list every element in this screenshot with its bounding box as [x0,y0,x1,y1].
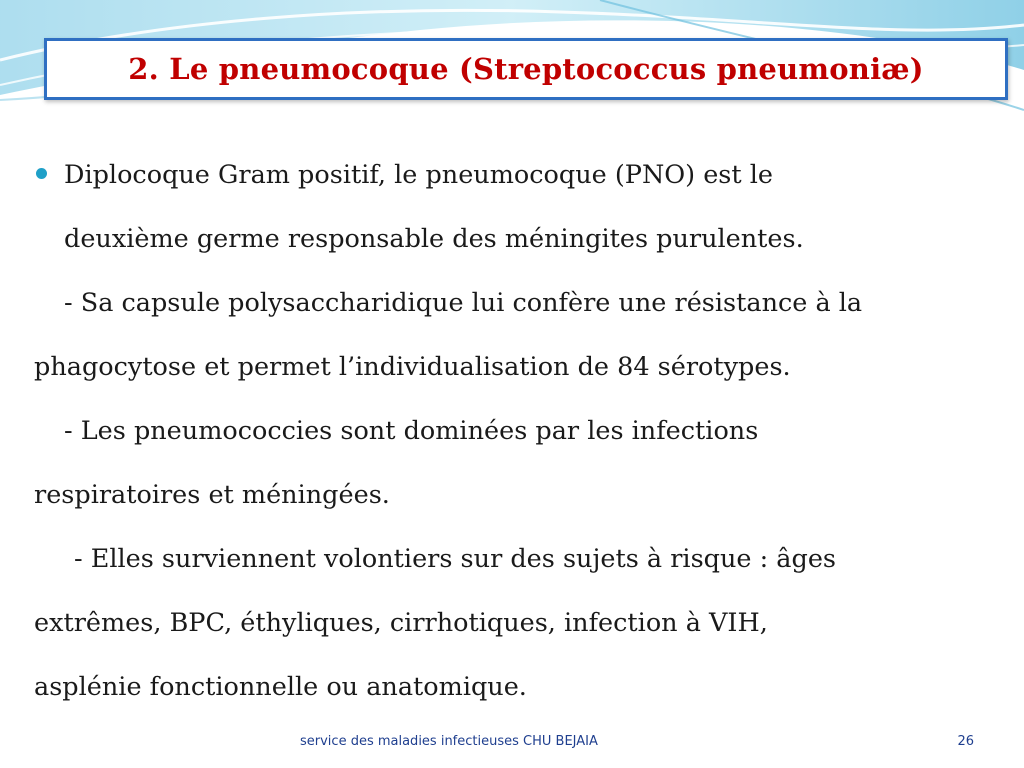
paragraph-line: asplénie fonctionnelle ou anatomique. [34,672,527,702]
paragraph-risk-factors [34,534,984,726]
slide-body [34,150,984,726]
bullet-line-1: Diplocoque Gram positif, le pneumocoque (PNO) est le [64,160,773,190]
paragraph-capsule [34,278,984,406]
paragraph-line: - Sa capsule polysaccharidique lui confère une résistance à la [64,288,863,318]
bullet-item [34,150,984,278]
paragraph-line: phagocytose et permet l’individualisation de 84 sérotypes. [34,352,791,382]
slide-title: 2. Le pneumocoque (Streptococcus pneumoniæ) [128,52,924,86]
paragraph-line: - Les pneumococcies sont dominées par les infections [64,416,759,446]
title-box [44,38,1008,100]
paragraph-line: extrêmes, BPC, éthyliques, cirrhotiques, infection à VIH, [34,608,768,638]
page-number: 26 [957,734,974,749]
paragraph-pneumococcies [34,406,984,534]
bullet-dot-icon [36,168,47,179]
bullet-line-2: deuxième germe responsable des méningites purulentes. [64,224,804,254]
slide-footer [0,734,1024,754]
paragraph-line: - Elles surviennent volontiers sur des sujets à risque : âges [74,544,836,574]
footer-text: service des maladies infectieuses CHU BEJAIA [300,734,598,749]
paragraph-line: respiratoires et méningées. [34,480,390,510]
